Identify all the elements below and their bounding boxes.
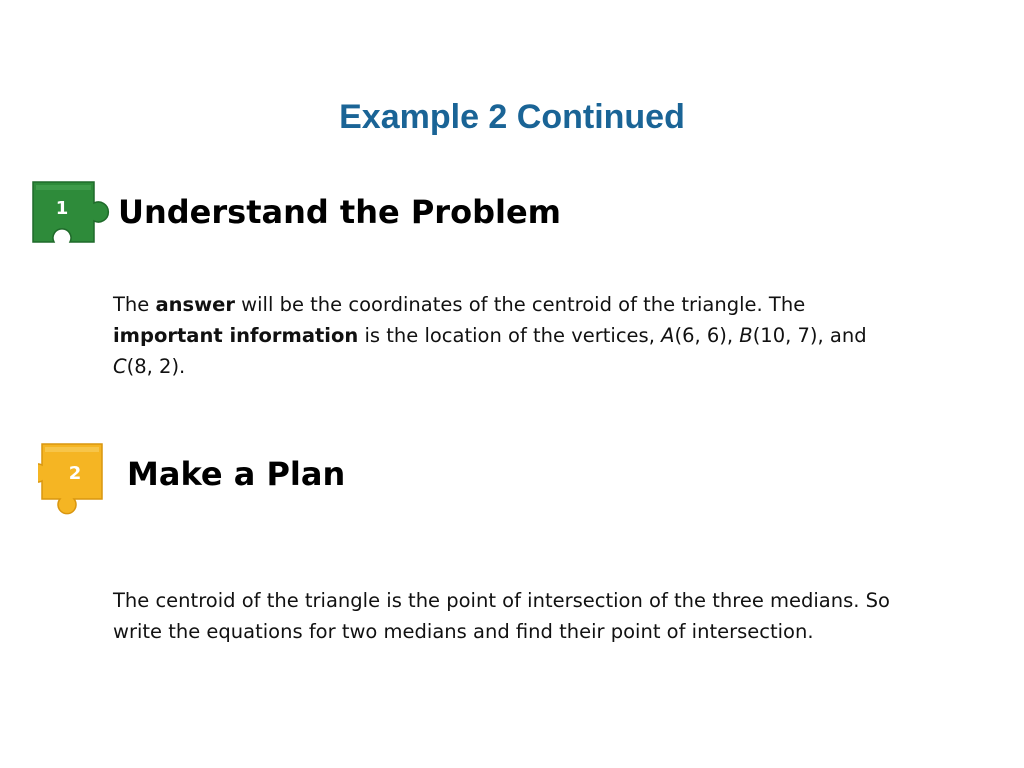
step-1-heading: Understand the Problem — [118, 193, 561, 231]
vertex-c: C — [113, 355, 127, 378]
paragraph1-text: will be the coordinates of the centroid of the triangle. The — [234, 293, 806, 316]
vertex-b: B — [739, 324, 753, 347]
step-2-heading: Make a Plan — [127, 455, 346, 493]
puzzle-piece-1-icon — [30, 180, 116, 248]
slide-title: Example 2 Continued — [339, 98, 685, 136]
vertex-a-coords: (6, 6), — [674, 324, 740, 347]
paragraph1-text: The — [113, 293, 156, 316]
paragraph1-text: is the location of the vertices, — [358, 324, 662, 347]
vertex-c-coords: (8, 2). — [126, 355, 186, 378]
step-number-1: 1 — [55, 198, 69, 219]
paragraph-understand — [113, 289, 943, 382]
step-number-2: 2 — [68, 463, 82, 484]
vertex-a: A — [661, 324, 675, 347]
paragraph1-bold-answer: answer — [155, 293, 235, 316]
puzzle-piece-2-icon — [38, 441, 108, 517]
paragraph1-bold-important: important information — [113, 324, 359, 347]
vertex-b-coords: (10, 7), and — [752, 324, 867, 347]
paragraph-plan: The centroid of the triangle is the point of intersection of the three medians. So write the equations for two medians and find their point of intersection. — [113, 589, 890, 643]
